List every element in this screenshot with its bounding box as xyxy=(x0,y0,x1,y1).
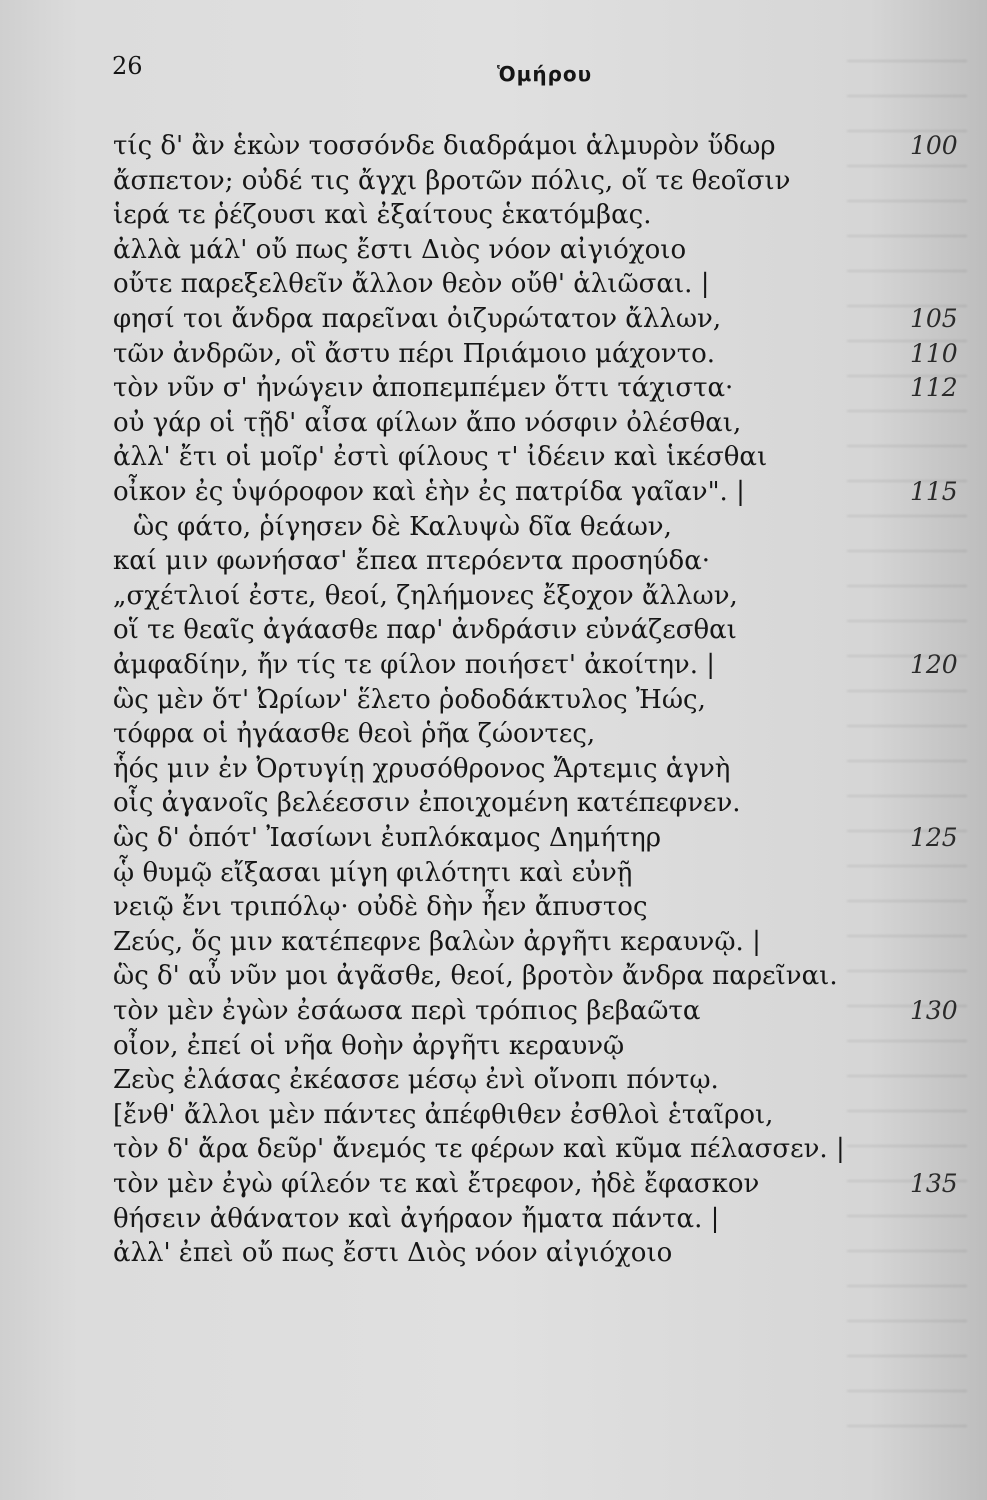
verse-line: Ζεύς, ὅς μιν κατέπεφνε βαλὼν ἀργῆτι κεραυνῷ. | xyxy=(113,927,761,957)
line-number: 130 xyxy=(910,996,958,1025)
verse-line: ἄσπετον; οὐδέ τις ἄγχι βροτῶν πόλις, οἵ τε θεοῖσιν xyxy=(113,166,791,196)
page-number: 26 xyxy=(112,52,143,80)
verse-line: ὣς μὲν ὅτ' Ὠρίων' ἕλετο ῥοδοδάκτυλος Ἠώς, xyxy=(113,685,706,715)
verse-line: τὸν μὲν ἐγὼν ἐσάωσα περὶ τρόπιος βεβαῶτα xyxy=(113,996,701,1026)
verse-line: οὐ γάρ οἱ τῇδ' αἶσα φίλων ἄπο νόσφιν ὀλέσθαι, xyxy=(113,408,742,438)
line-number: 120 xyxy=(910,650,958,679)
verse-line: οἷς ἀγανοῖς βελέεσσιν ἐποιχομένη κατέπεφνεν. xyxy=(113,788,741,818)
verse-line: „σχέτλιοί ἐστε, θεοί, ζηλήμονες ἔξοχον ἄλλων, xyxy=(113,581,738,611)
verse-line: καί μιν φωνήσασ' ἔπεα πτερόεντα προσηύδα· xyxy=(113,546,711,576)
verse-line: οἵ τε θεαῖς ἀγάασθε παρ' ἀνδράσιν εὐνάζεσθαι xyxy=(113,615,737,645)
verse-line: ἱερά τε ῥέζουσι καὶ ἐξαίτους ἑκατόμβας. xyxy=(113,200,652,230)
verse-line: οἶον, ἐπεί οἱ νῆα θοὴν ἀργῆτι κεραυνῷ xyxy=(113,1031,625,1061)
verse-line: ὣς φάτο, ῥίγησεν δὲ Καλυψὼ δῖα θεάων, xyxy=(133,512,672,542)
verse-line: ἀλλ' ἔτι οἱ μοῖρ' ἐστὶ φίλους τ' ἰδέειν καὶ ἱκέσθαι xyxy=(113,442,768,472)
verse-line: ὣς δ' αὖ νῦν μοι ἀγᾶσθε, θεοί, βροτὸν ἄνδρα παρεῖναι. xyxy=(113,961,838,991)
verse-line: τῶν ἀνδρῶν, οἳ ἄστυ πέρι Πριάμοιο μάχοντο. xyxy=(113,339,716,369)
verse-line: τόφρα οἱ ἠγάασθε θεοὶ ῥῆα ζώοντες, xyxy=(113,719,596,749)
verse-line: ἀλλ' ἐπεὶ οὔ πως ἔστι Διὸς νόον αἰγιόχοιο xyxy=(113,1238,673,1268)
bleed-through-shadow xyxy=(847,60,967,1440)
line-number: 110 xyxy=(910,339,958,368)
verse-line: φησί τοι ἄνδρα παρεῖναι ὀιζυρώτατον ἄλλων, xyxy=(113,304,722,334)
line-number: 125 xyxy=(910,823,958,852)
verse-line: ᾧ θυμῷ εἴξασαι μίγη φιλότητι καὶ εὐνῇ xyxy=(113,858,633,888)
verse-line: [ἔνθ' ἄλλοι μὲν πάντες ἀπέφθιθεν ἐσθλοὶ ἑταῖροι, xyxy=(113,1100,774,1130)
verse-line: ὣς δ' ὁπότ' Ἰασίωνι ἐυπλόκαμος Δημήτηρ xyxy=(113,823,662,853)
line-number: 100 xyxy=(910,131,958,160)
verse-line: Ζεὺς ἐλάσας ἐκέασσε μέσῳ ἐνὶ οἴνοπι πόντῳ. xyxy=(113,1065,719,1095)
verse-line: οἶκον ἐς ὑψόροφον καὶ ἑὴν ἐς πατρίδα γαῖαν". | xyxy=(113,477,745,507)
verse-line: οὔτε παρεξελθεῖν ἄλλον θεὸν οὔθ' ἁλιῶσαι. | xyxy=(113,269,710,299)
line-number: 105 xyxy=(910,304,958,333)
verse-line: τὸν νῦν σ' ἠνώγειν ἀποπεμπέμεν ὅττι τάχιστα· xyxy=(113,373,734,403)
verse-line: ἀλλὰ μάλ' οὔ πως ἔστι Διὸς νόον αἰγιόχοιο xyxy=(113,235,687,265)
verse-line: τὸν μὲν ἐγὼ φίλεόν τε καὶ ἔτρεφον, ἠδὲ ἔφασκον xyxy=(113,1169,760,1199)
running-head: Ὁμήρου xyxy=(497,62,593,86)
verse-line: νειῷ ἔνι τριπόλῳ· οὐδὲ δὴν ἦεν ἄπυστος xyxy=(113,892,648,922)
line-number: 115 xyxy=(910,477,958,506)
verse-line: ἧός μιν ἐν Ὀρτυγίῃ χρυσόθρονος Ἄρτεμις ἁγνὴ xyxy=(113,754,731,784)
verse-line: τὸν δ' ἄρα δεῦρ' ἄνεμός τε φέρων καὶ κῦμα πέλασσεν. | xyxy=(113,1134,845,1164)
line-number: 112 xyxy=(910,373,958,402)
verse-line: τίς δ' ἂν ἑκὼν τοσσόνδε διαδράμοι ἁλμυρὸν ὕδωρ xyxy=(113,131,776,161)
verse-line: ἀμφαδίην, ἤν τίς τε φίλον ποιήσετ' ἀκοίτην. | xyxy=(113,650,715,680)
line-number: 135 xyxy=(910,1169,958,1198)
verse-line: θήσειν ἀθάνατον καὶ ἀγήραον ἤματα πάντα. | xyxy=(113,1204,720,1234)
